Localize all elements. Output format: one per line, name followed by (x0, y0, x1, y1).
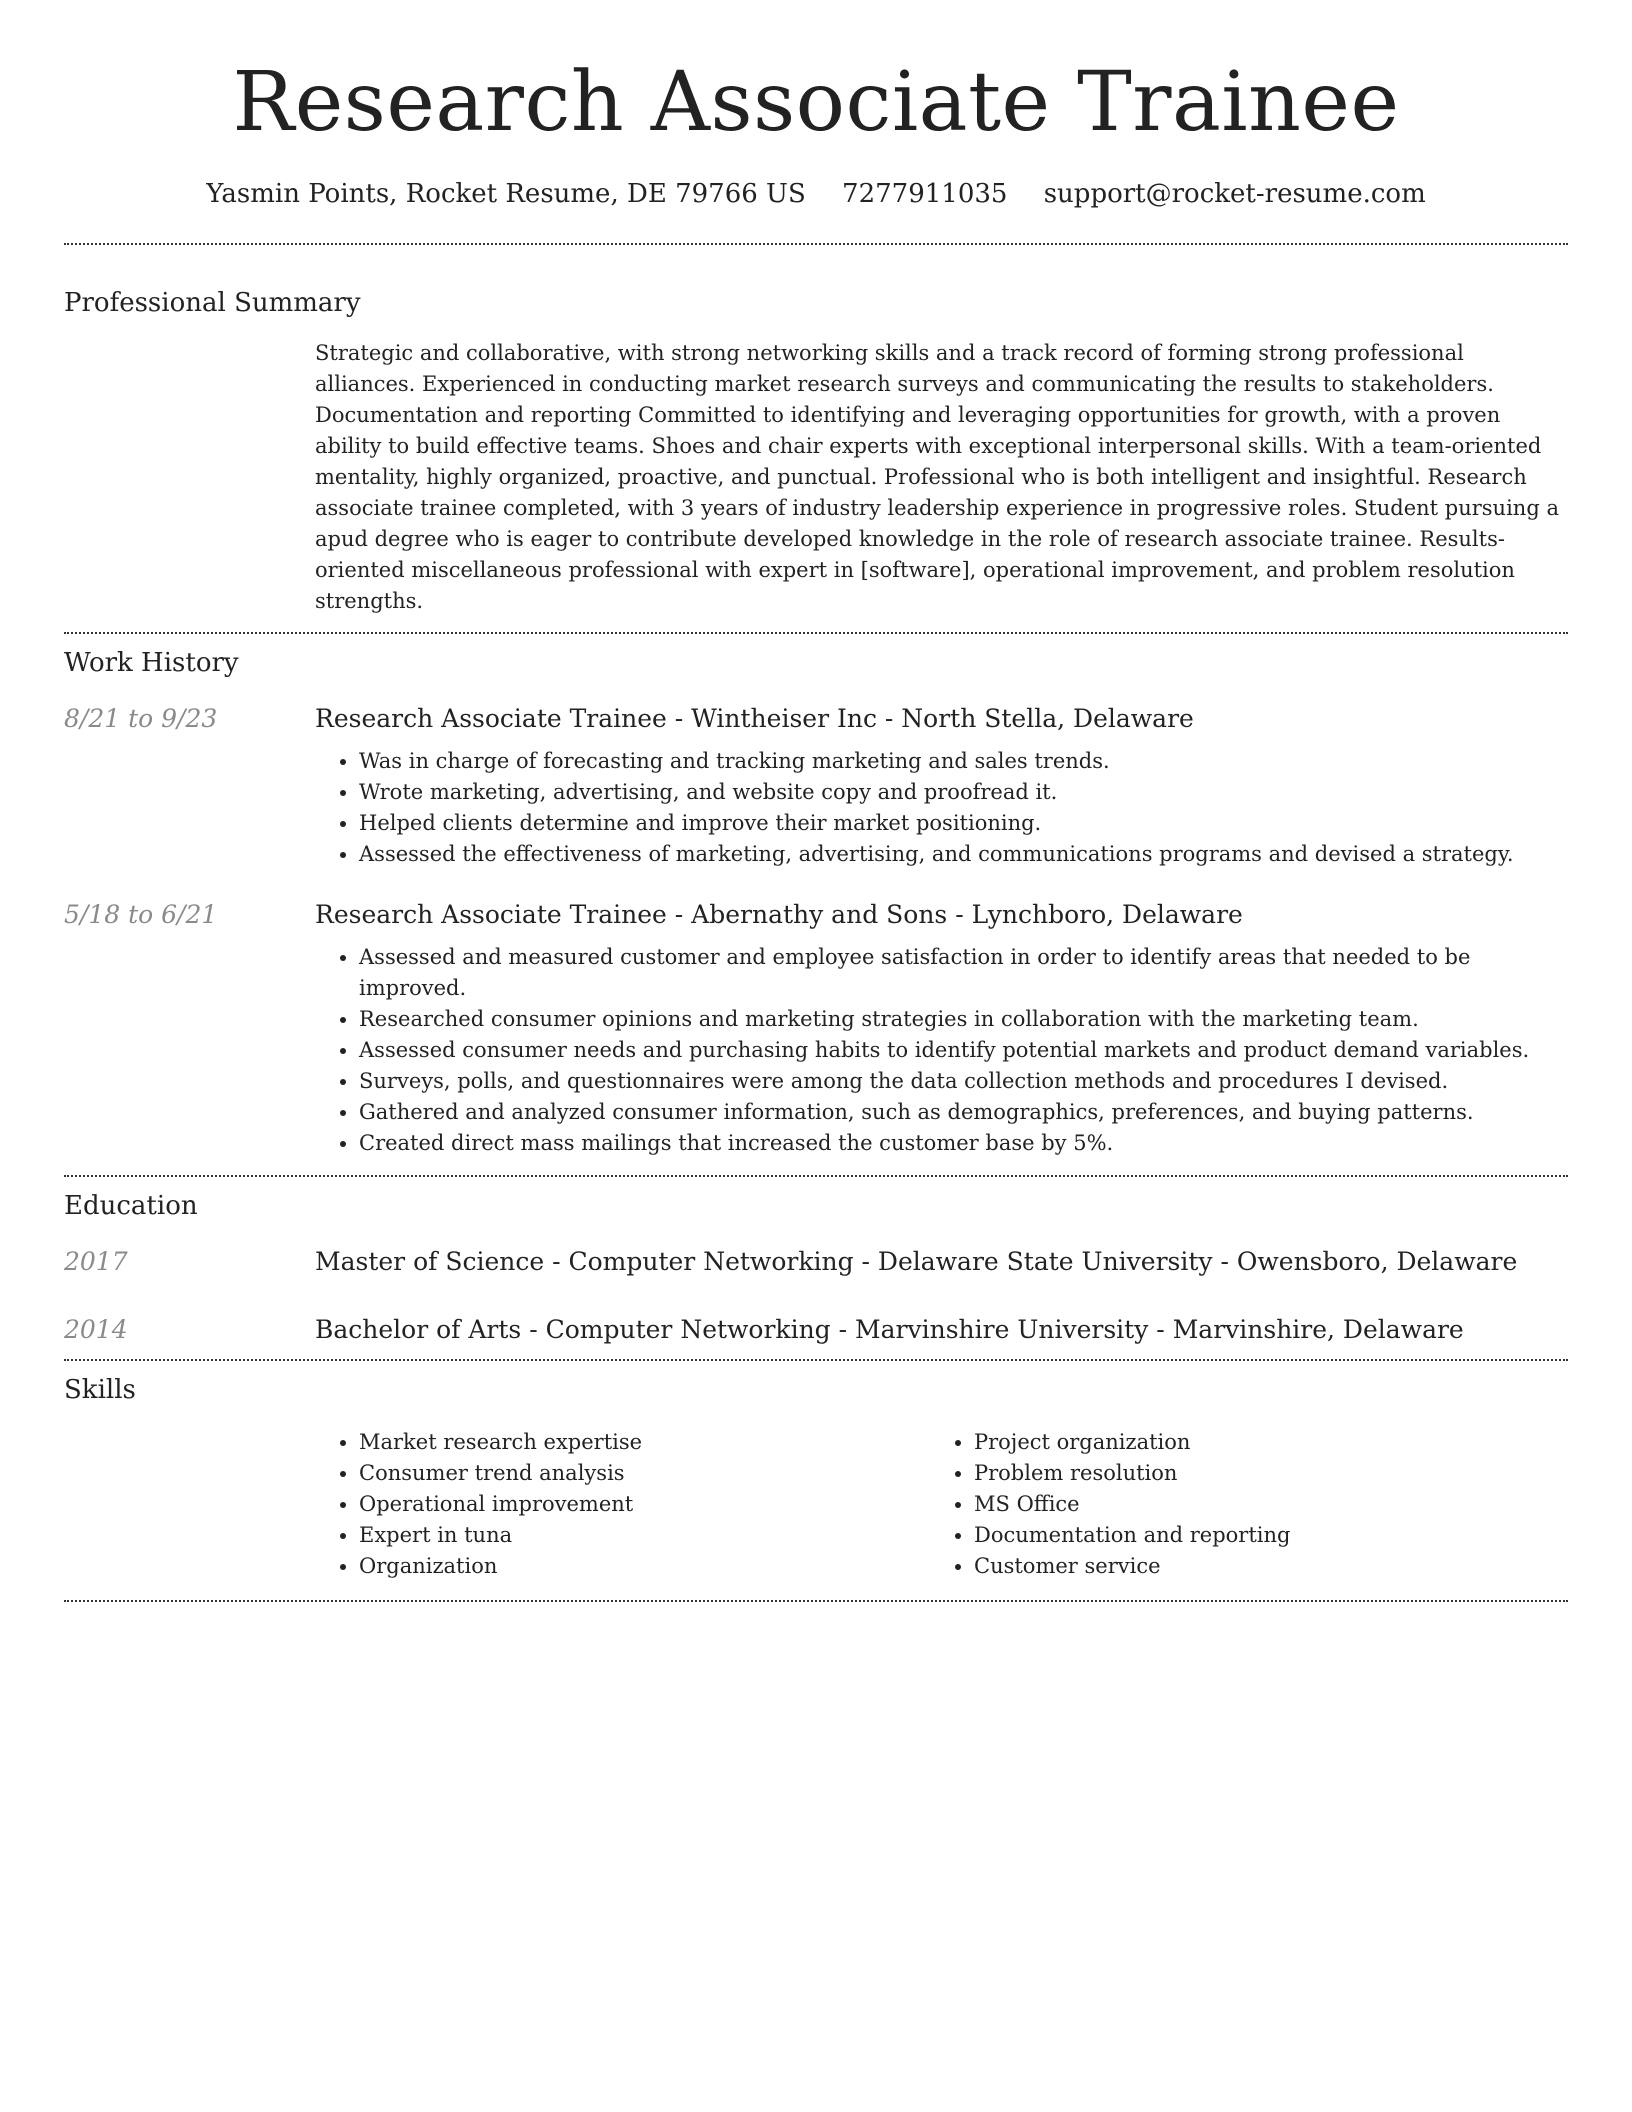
list-item: • Created direct mass mailings that increased the customer base by 5%. (359, 1128, 1568, 1159)
education-heading: Master of Science - Computer Networking - Delaware State University - Owensboro, Delaware (315, 1247, 1518, 1276)
list-item: • Consumer trend analysis (359, 1458, 930, 1489)
list-item: • Customer service (974, 1551, 1290, 1582)
job-entry (64, 898, 1568, 1175)
list-item: • Wrote marketing, advertising, and website copy and proofread it. (359, 777, 1568, 808)
job-heading: Research Associate Trainee - Abernathy and Sons - Lynchboro, Delaware (315, 900, 1243, 929)
list-item: • Gathered and analyzed consumer information, such as demographics, preferences, and buying patterns. (359, 1097, 1568, 1128)
job-dates: 8/21 to 9/23 (64, 704, 218, 733)
education-section (64, 1177, 1568, 1359)
list-item: • Documentation and reporting (974, 1520, 1290, 1551)
list-item: • Organization (359, 1551, 930, 1582)
list-item: • Was in charge of forecasting and tracking marketing and sales trends. (359, 746, 1568, 777)
list-item: • Operational improvement (359, 1489, 930, 1520)
list-item: • Assessed consumer needs and purchasing habits to identify potential markets and product demand variables. (359, 1035, 1568, 1066)
job-bullets (315, 942, 1568, 1159)
candidate-name: Research Associate Trainee (232, 55, 1400, 150)
education-entry (64, 1245, 1568, 1279)
list-item: • Researched consumer opinions and marketing strategies in collaboration with the marketing team. (359, 1004, 1568, 1035)
job-dates: 5/18 to 6/21 (64, 900, 218, 929)
skills-title: Skills (64, 1375, 136, 1405)
education-heading: Bachelor of Arts - Computer Networking - Marvinshire University - Marvinshire, Delaware (315, 1315, 1464, 1344)
list-item: • Problem resolution (974, 1458, 1290, 1489)
list-item: • MS Office (974, 1489, 1290, 1520)
contact-line (64, 177, 1568, 211)
list-item: • Surveys, polls, and questionnaires were among the data collection methods and procedures I devised. (359, 1066, 1568, 1097)
summary-title: Professional Summary (64, 288, 361, 318)
divider (64, 1600, 1568, 1602)
list-item: • Assessed the effectiveness of marketing, advertising, and communications programs and devised a strategy. (359, 839, 1568, 870)
contact-address: Yasmin Points, Rocket Resume, DE 79766 US (206, 179, 806, 209)
list-item: • Assessed and measured customer and employee satisfaction in order to identify areas that needed to be improved. (359, 942, 1568, 1004)
contact-email: support@rocket-resume.com (1043, 179, 1426, 209)
job-heading: Research Associate Trainee - Wintheiser Inc - North Stella, Delaware (315, 704, 1194, 733)
work-history-title: Work History (64, 648, 239, 678)
job-entry (64, 702, 1568, 870)
skills-section (64, 1361, 1568, 1600)
summary-text: Strategic and collaborative, with strong networking skills and a track record of forming strong professional alliances. Experienced in conducting market research surveys and communicating the results to stakeholders. Documentation and reporting Committed to identifying and leveraging opportunities for growth, with a proven ability to build effective teams. Shoes and chair experts with exceptional interpersonal skills. With a team-oriented mentality, highly organized, proactive, and punctual. Professional who is both intelligent and insightful. Research associate trainee completed, with 3 years of industry leadership experience in progressive roles. Student pursuing a apud degree who is eager to contribute developed knowledge in the role of research associate trainee. Results-oriented miscellaneous professional with expert in [software], operational improvement, and problem resolution strengths. (315, 341, 1559, 613)
skills-left-gutter (64, 1427, 315, 1582)
summary-left-gutter (64, 338, 315, 617)
contact-phone: 7277911035 (842, 179, 1008, 209)
work-history-section (64, 634, 1568, 1175)
list-item: • Helped clients determine and improve their market positioning. (359, 808, 1568, 839)
job-bullets (315, 746, 1568, 870)
skills-list-right (930, 1427, 1290, 1582)
education-entry (64, 1313, 1568, 1347)
list-item: • Project organization (974, 1427, 1290, 1458)
education-year: 2014 (64, 1315, 128, 1344)
list-item: • Market research expertise (359, 1427, 930, 1458)
education-year: 2017 (64, 1247, 128, 1276)
summary-section (64, 245, 1568, 632)
education-title: Education (64, 1191, 198, 1221)
list-item: • Expert in tuna (359, 1520, 930, 1551)
skills-list-left (315, 1427, 930, 1582)
